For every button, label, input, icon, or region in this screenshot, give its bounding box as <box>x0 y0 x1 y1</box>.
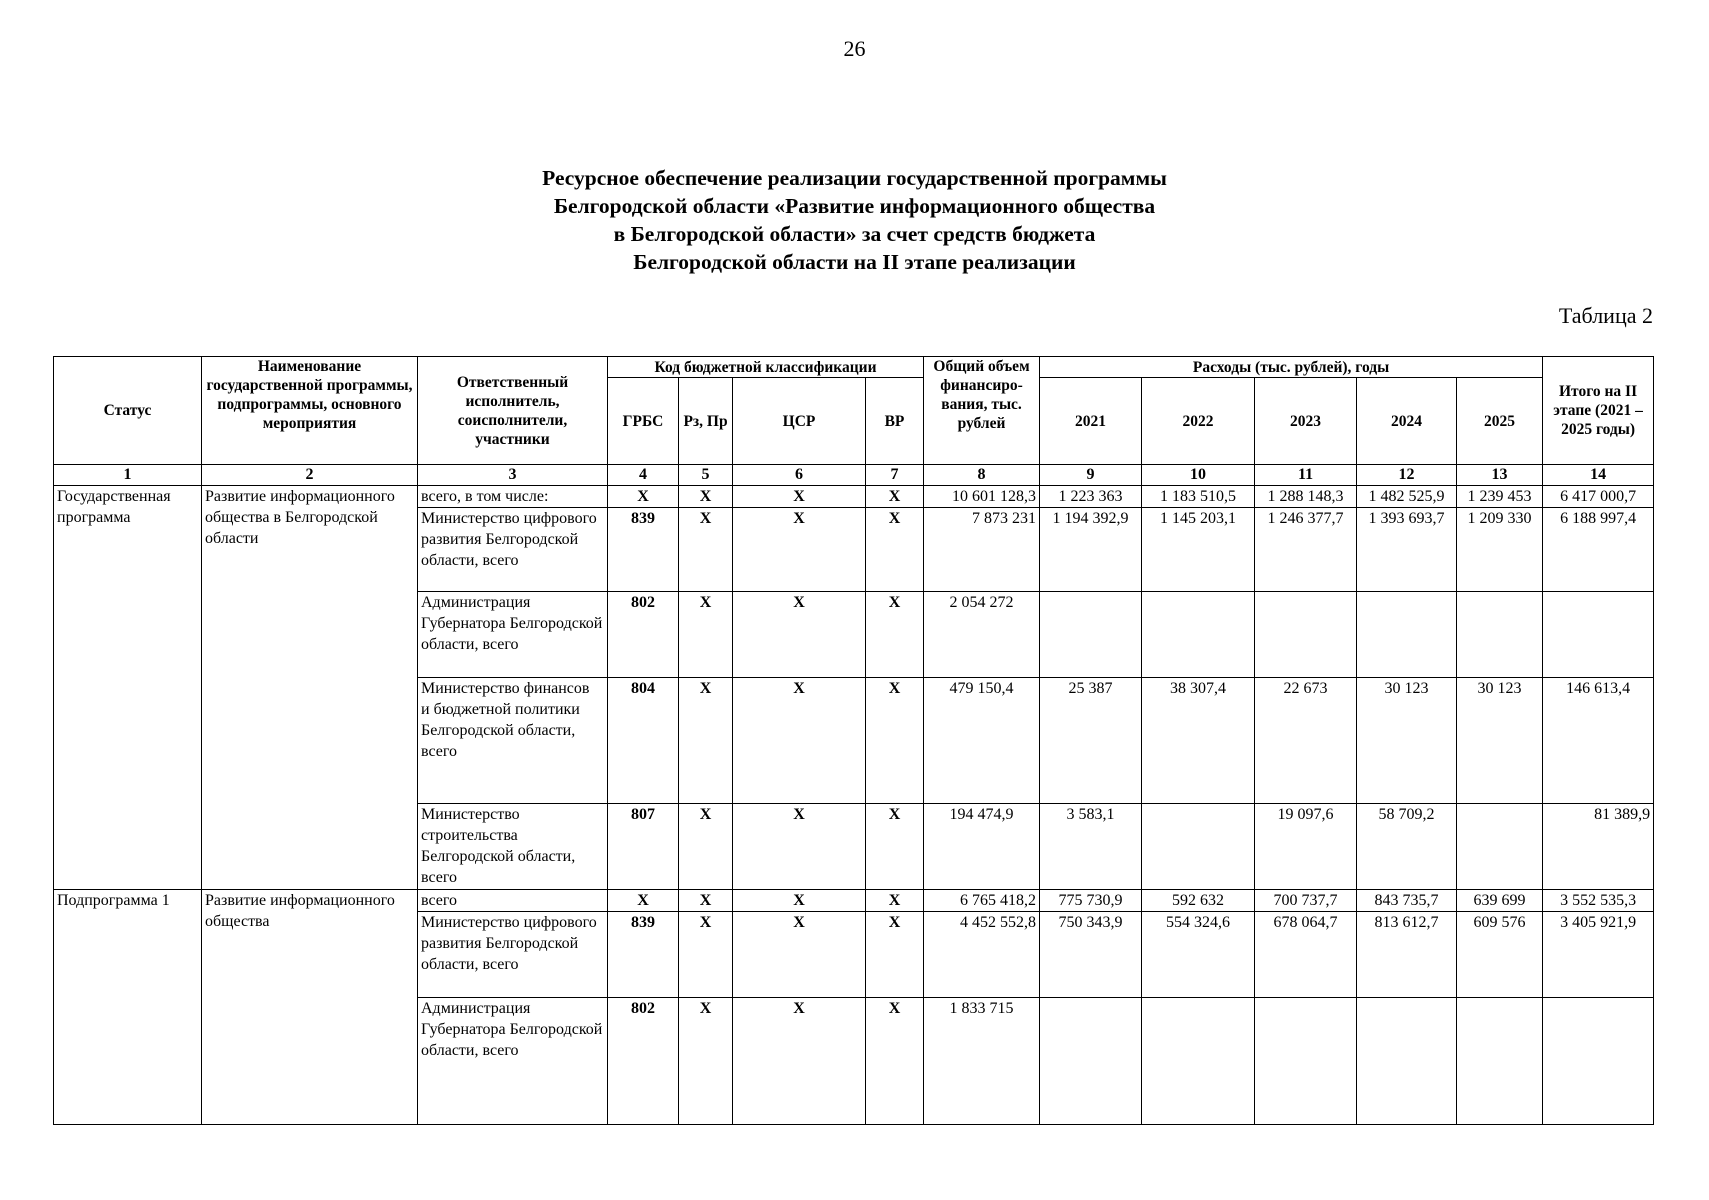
grbs-cell: 807 <box>608 804 679 890</box>
total-cell: 10 601 128,3 <box>924 486 1040 508</box>
rzpr-cell: X <box>679 486 733 508</box>
year-2021-cell: 775 730,9 <box>1040 890 1142 912</box>
header-vr: ВР <box>866 378 924 465</box>
year-2023-cell: 700 737,7 <box>1255 890 1357 912</box>
csr-cell: X <box>733 890 866 912</box>
csr-cell: X <box>733 592 866 678</box>
title-line: Ресурсное обеспечение реализации государственной программы <box>542 166 1167 190</box>
title-line: Белгородской области на II этапе реализации <box>633 250 1076 274</box>
grbs-cell: 839 <box>608 912 679 998</box>
year-2023-cell <box>1255 592 1357 678</box>
vr-cell: X <box>866 678 924 804</box>
csr-cell: X <box>733 912 866 998</box>
year-2025-cell <box>1457 592 1543 678</box>
column-number: 9 <box>1040 465 1142 486</box>
year-2022-cell: 592 632 <box>1142 890 1255 912</box>
year-2021-cell <box>1040 592 1142 678</box>
year-2022-cell: 554 324,6 <box>1142 912 1255 998</box>
column-number: 2 <box>202 465 418 486</box>
year-2021-cell <box>1040 998 1142 1125</box>
grbs-cell: 804 <box>608 678 679 804</box>
year-2024-cell <box>1357 592 1457 678</box>
year-2023-cell: 1 246 377,7 <box>1255 508 1357 592</box>
total-cell: 7 873 231 <box>924 508 1040 592</box>
year-2022-cell <box>1142 592 1255 678</box>
table-row <box>54 890 1654 912</box>
executor-cell: Министерство цифрового развития Белгородской области, всего <box>418 508 608 592</box>
grbs-cell: X <box>608 890 679 912</box>
total-cell: 4 452 552,8 <box>924 912 1040 998</box>
status-cell: Подпрограмма 1 <box>54 890 202 1125</box>
year-2025-cell <box>1457 998 1543 1125</box>
csr-cell: X <box>733 508 866 592</box>
vr-cell: X <box>866 890 924 912</box>
itogo-cell: 81 389,9 <box>1543 804 1654 890</box>
document-title <box>0 164 1709 276</box>
program-name-cell: Развитие информационного общества в Белгородской области <box>202 486 418 890</box>
column-number: 7 <box>866 465 924 486</box>
year-2024-cell: 1 393 693,7 <box>1357 508 1457 592</box>
year-2022-cell: 38 307,4 <box>1142 678 1255 804</box>
grbs-cell: 802 <box>608 592 679 678</box>
column-number: 12 <box>1357 465 1457 486</box>
column-number: 6 <box>733 465 866 486</box>
itogo-cell <box>1543 998 1654 1125</box>
vr-cell: X <box>866 508 924 592</box>
column-number: 4 <box>608 465 679 486</box>
year-2021-cell: 1 194 392,9 <box>1040 508 1142 592</box>
column-number: 8 <box>924 465 1040 486</box>
year-2021-cell: 3 583,1 <box>1040 804 1142 890</box>
executor-cell: всего <box>418 890 608 912</box>
header-kbk: Код бюджетной классификации <box>608 357 924 378</box>
header-year-2021: 2021 <box>1040 378 1142 465</box>
itogo-cell: 3 405 921,9 <box>1543 912 1654 998</box>
header-executor: Ответственный исполнитель, соисполнители, участники <box>418 357 608 465</box>
year-2022-cell: 1 183 510,5 <box>1142 486 1255 508</box>
rzpr-cell: X <box>679 592 733 678</box>
title-line: в Белгородской области» за счет средств бюджета <box>613 222 1096 246</box>
year-2025-cell: 639 699 <box>1457 890 1543 912</box>
column-number: 5 <box>679 465 733 486</box>
status-cell: Государственная программа <box>54 486 202 890</box>
program-name-cell: Развитие информационного общества <box>202 890 418 1125</box>
header-grbs: ГРБС <box>608 378 679 465</box>
rzpr-cell: X <box>679 912 733 998</box>
year-2025-cell: 609 576 <box>1457 912 1543 998</box>
total-cell: 479 150,4 <box>924 678 1040 804</box>
itogo-cell: 146 613,4 <box>1543 678 1654 804</box>
rzpr-cell: X <box>679 678 733 804</box>
itogo-cell: 3 552 535,3 <box>1543 890 1654 912</box>
header-year-2022: 2022 <box>1142 378 1255 465</box>
header-year-2025: 2025 <box>1457 378 1543 465</box>
rzpr-cell: X <box>679 890 733 912</box>
executor-cell: Министерство цифрового развития Белгородской области, всего <box>418 912 608 998</box>
year-2025-cell: 1 209 330 <box>1457 508 1543 592</box>
csr-cell: X <box>733 804 866 890</box>
header-year-2023: 2023 <box>1255 378 1357 465</box>
total-cell: 6 765 418,2 <box>924 890 1040 912</box>
header-total-volume: Общий объем финансиро-вания, тыс. рублей <box>924 357 1040 465</box>
grbs-cell: 802 <box>608 998 679 1125</box>
year-2024-cell: 58 709,2 <box>1357 804 1457 890</box>
year-2024-cell: 1 482 525,9 <box>1357 486 1457 508</box>
total-cell: 194 474,9 <box>924 804 1040 890</box>
year-2024-cell: 843 735,7 <box>1357 890 1457 912</box>
rzpr-cell: X <box>679 998 733 1125</box>
header-status: Статус <box>54 357 202 465</box>
column-number-row <box>54 465 1654 486</box>
total-cell: 1 833 715 <box>924 998 1040 1125</box>
executor-cell: Администрация Губернатора Белгородской области, всего <box>418 998 608 1125</box>
year-2025-cell <box>1457 804 1543 890</box>
header-year-2024: 2024 <box>1357 378 1457 465</box>
year-2023-cell: 1 288 148,3 <box>1255 486 1357 508</box>
header-name: Наименование государственной программы, подпрограммы, основного мероприятия <box>202 357 418 465</box>
itogo-cell: 6 417 000,7 <box>1543 486 1654 508</box>
header-rzpr: Рз, Пр <box>679 378 733 465</box>
executor-cell: Министерство финансов и бюджетной политики Белгородской области, всего <box>418 678 608 804</box>
year-2021-cell: 25 387 <box>1040 678 1142 804</box>
total-cell: 2 054 272 <box>924 592 1040 678</box>
year-2025-cell: 1 239 453 <box>1457 486 1543 508</box>
rzpr-cell: X <box>679 804 733 890</box>
column-number: 10 <box>1142 465 1255 486</box>
page-number: 26 <box>843 36 866 61</box>
vr-cell: X <box>866 912 924 998</box>
grbs-cell: X <box>608 486 679 508</box>
column-number: 3 <box>418 465 608 486</box>
year-2023-cell: 22 673 <box>1255 678 1357 804</box>
year-2022-cell <box>1142 998 1255 1125</box>
executor-cell: всего, в том числе: <box>418 486 608 508</box>
year-2024-cell: 813 612,7 <box>1357 912 1457 998</box>
vr-cell: X <box>866 998 924 1125</box>
csr-cell: X <box>733 998 866 1125</box>
column-number: 11 <box>1255 465 1357 486</box>
year-2023-cell <box>1255 998 1357 1125</box>
executor-cell: Администрация Губернатора Белгородской области, всего <box>418 592 608 678</box>
column-number: 13 <box>1457 465 1543 486</box>
title-line: Белгородской области «Развитие информационного общества <box>553 194 1156 218</box>
budget-table <box>53 356 1654 1125</box>
table-row <box>54 486 1654 508</box>
year-2025-cell: 30 123 <box>1457 678 1543 804</box>
header-expenses: Расходы (тыс. рублей), годы <box>1040 357 1543 378</box>
year-2022-cell <box>1142 804 1255 890</box>
year-2023-cell: 678 064,7 <box>1255 912 1357 998</box>
grbs-cell: 839 <box>608 508 679 592</box>
csr-cell: X <box>733 678 866 804</box>
year-2022-cell: 1 145 203,1 <box>1142 508 1255 592</box>
vr-cell: X <box>866 592 924 678</box>
year-2023-cell: 19 097,6 <box>1255 804 1357 890</box>
year-2024-cell <box>1357 998 1457 1125</box>
year-2021-cell: 1 223 363 <box>1040 486 1142 508</box>
column-number: 1 <box>54 465 202 486</box>
vr-cell: X <box>866 804 924 890</box>
year-2024-cell: 30 123 <box>1357 678 1457 804</box>
column-number: 14 <box>1543 465 1654 486</box>
header-csr: ЦСР <box>733 378 866 465</box>
rzpr-cell: X <box>679 508 733 592</box>
year-2021-cell: 750 343,9 <box>1040 912 1142 998</box>
itogo-cell <box>1543 592 1654 678</box>
executor-cell: Министерство строительства Белгородской области, всего <box>418 804 608 890</box>
itogo-cell: 6 188 997,4 <box>1543 508 1654 592</box>
csr-cell: X <box>733 486 866 508</box>
table-label: Таблица 2 <box>1558 303 1653 328</box>
vr-cell: X <box>866 486 924 508</box>
header-itogo: Итого на II этапе (2021 – 2025 годы) <box>1543 357 1654 465</box>
